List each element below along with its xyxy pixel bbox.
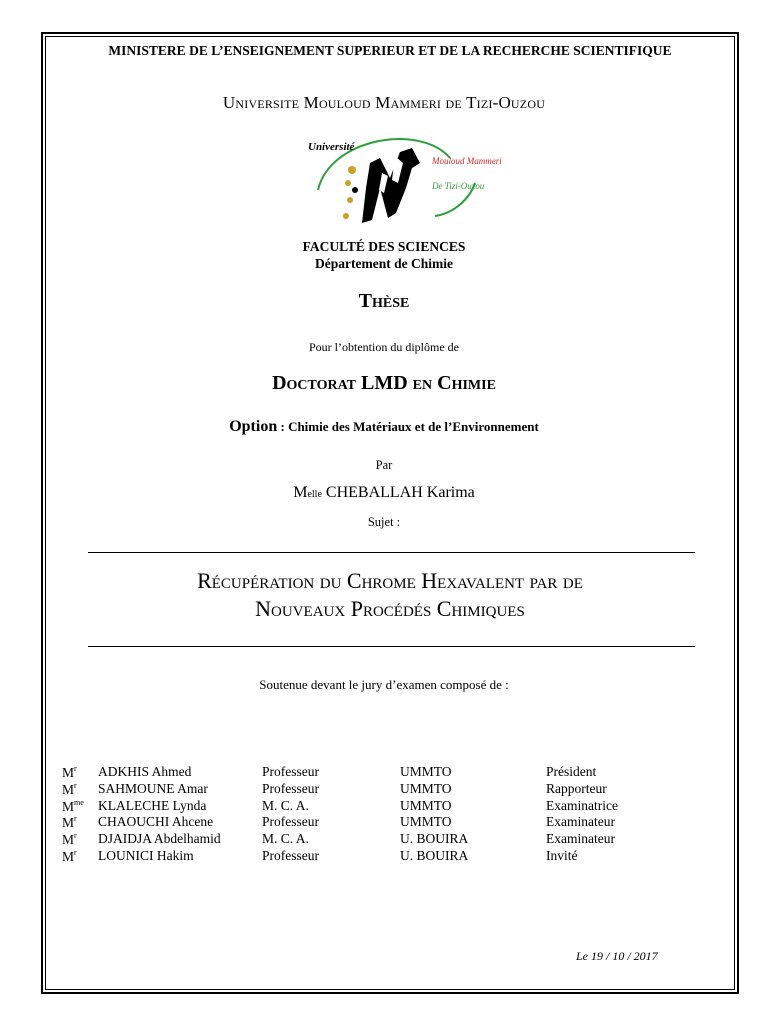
- jury-institution: U. BOUIRA: [400, 847, 469, 863]
- thesis-title-line1: Récupération du Chrome Hexavalent par de: [197, 568, 583, 593]
- title-rule-top: [88, 552, 695, 553]
- jury-name: ADKHIS Ahmed: [98, 764, 192, 779]
- jury-role: Président: [546, 764, 597, 779]
- logo-text-mouloud: Mouloud Mammeri: [432, 156, 502, 166]
- option-line: [0, 418, 768, 436]
- jury-civility: $M^r$: [62, 780, 77, 797]
- jury-grade: Professeur: [262, 847, 319, 863]
- university-name: Universite Mouloud Mammeri de Tizi-Ouzou: [222, 93, 546, 112]
- jury-civility: $M^r$: [62, 831, 77, 848]
- author-title-sub: elle: [307, 489, 322, 500]
- jury-civility: $M^r$: [62, 764, 77, 780]
- par-label: Par: [375, 458, 393, 472]
- faculty-block: [0, 238, 768, 272]
- option-value: Chimie des Matériaux et de l’Environnement: [288, 419, 539, 434]
- jury-role: Examinateur: [546, 814, 615, 830]
- jury-name: DJAIDJA Abdelhamid: [98, 831, 221, 847]
- jury-institution: U. BOUIRA: [400, 831, 469, 847]
- jury-name: LOUNICI Hakim: [98, 847, 194, 863]
- jury-name: CHAOUCHI Ahcene: [98, 814, 214, 830]
- author-line: [0, 484, 768, 502]
- jury-institution: UMMTO: [400, 814, 452, 830]
- author-title: M: [293, 484, 308, 501]
- thesis-type: Thèse: [358, 290, 410, 312]
- degree-name: Doctorat LMD en Chimie: [272, 372, 496, 394]
- option-sep: :: [280, 419, 289, 434]
- jury-grade: M. C. A.: [262, 797, 309, 813]
- jury-grade: Professeur: [262, 764, 319, 779]
- department-name: Département de Chimie: [315, 256, 453, 271]
- jury-role: Examinateur: [546, 831, 615, 847]
- ministry-header: MINISTERE DE L’ENSEIGNEMENT SUPERIEUR ET DE LA RECHERCHE SCIENTIFIQUE: [108, 43, 672, 58]
- jury-grade: Professeur: [262, 780, 319, 796]
- jury-institution: UMMTO: [400, 780, 452, 796]
- jury-civility: $M^r$: [62, 847, 77, 864]
- jury-institution: UMMTO: [400, 797, 452, 813]
- defense-date: Le 19 / 10 / 2017: [576, 949, 658, 963]
- jury-grade: Professeur: [262, 814, 319, 830]
- jury-civility: $M^{me}$: [62, 797, 84, 814]
- jury-role: Invité: [546, 847, 578, 863]
- thesis-title: [90, 567, 690, 623]
- faculty-name: FACULTÉ DES SCIENCES: [302, 239, 466, 254]
- jury-role: Rapporteur: [546, 780, 607, 796]
- jury-intro: Soutenue devant le jury d’examen composé de :: [259, 677, 509, 692]
- author-name: CHEBALLAH Karima: [325, 484, 475, 501]
- university-logo: [300, 128, 530, 228]
- logo-text-tizi: De Tizi-Ouzou: [432, 181, 485, 191]
- option-label: Option: [229, 418, 278, 435]
- jury-name: KLALECHE Lynda: [98, 797, 207, 813]
- jury-civility: $M^r$: [62, 814, 77, 831]
- title-rule-bottom: [88, 646, 695, 647]
- thesis-title-line2: Nouveaux Procédés Chimiques: [255, 596, 525, 621]
- jury-grade: M. C. A.: [262, 831, 309, 847]
- subject-label: Sujet :: [367, 515, 401, 529]
- jury-role: Examinatrice: [546, 797, 618, 813]
- degree-intro: Pour l’obtention du diplôme de: [309, 340, 459, 354]
- logo-text-universite: Université: [308, 141, 355, 153]
- jury-institution: UMMTO: [400, 764, 452, 779]
- jury-name: SAHMOUNE Amar: [98, 780, 208, 796]
